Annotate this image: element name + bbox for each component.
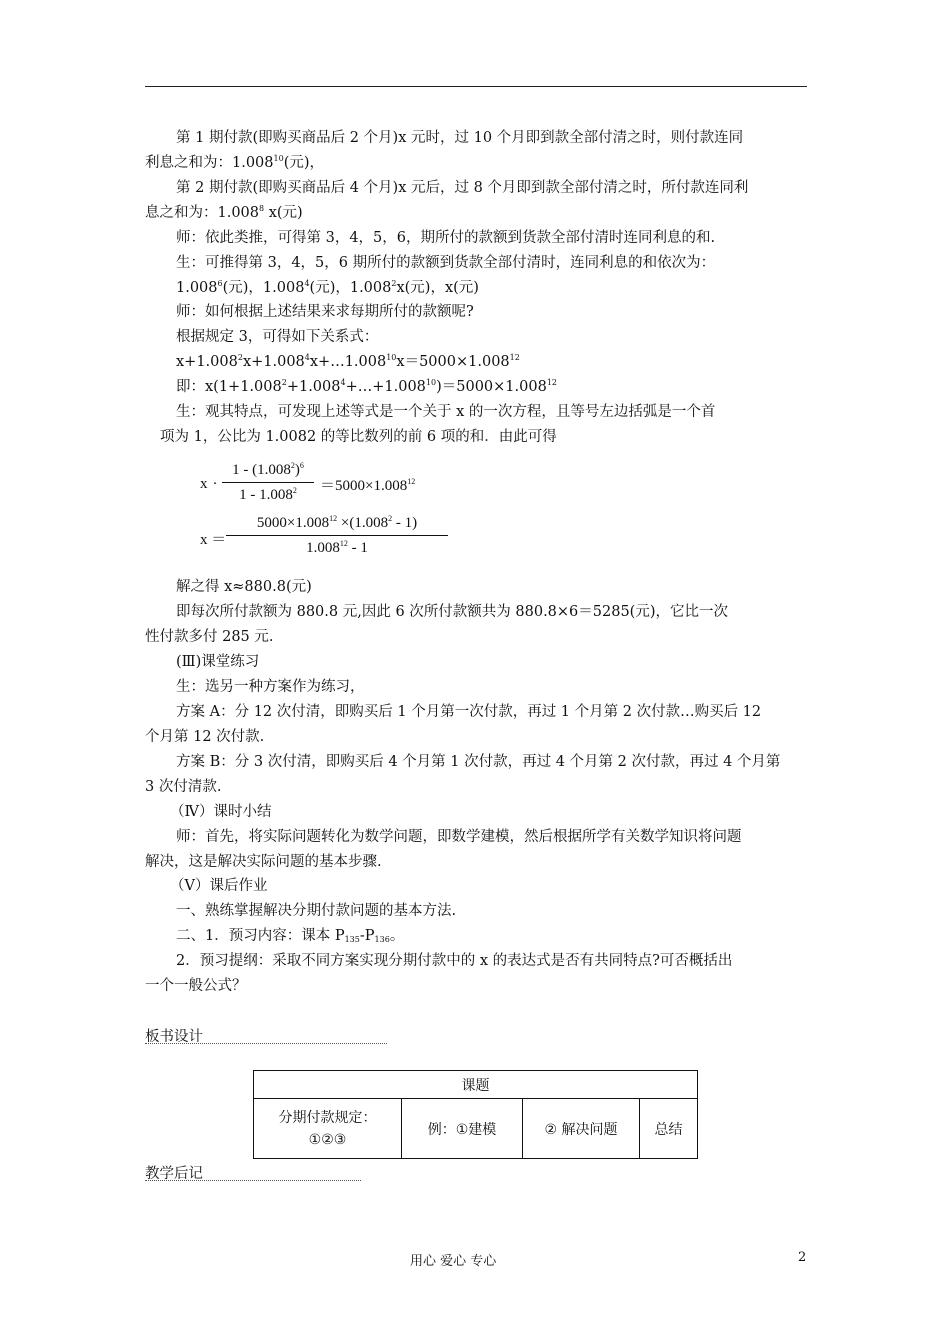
text-line: 方案 A：分 12 次付清，即购买后 1 个月第一次付款，再过 1 个月第 2 次付款…购买后 12 [176, 704, 762, 720]
board-cell-rules: 分期付款规定： ①②③ [254, 1099, 402, 1159]
fraction-denominator: 1 - 1.008$^2$ [239, 486, 297, 503]
board-design-table [253, 1070, 698, 1159]
page-number: 2 [798, 1250, 807, 1265]
text-line: 利息之和为：1.008$^{10}$(元)， [145, 154, 325, 171]
board-cell-solve: ② 解决问题 [523, 1099, 640, 1159]
text-line: 一、熟练掌握解决分期付款问题的基本方法. [176, 903, 457, 919]
text-line: 个月第 12 次付款. [145, 729, 265, 745]
heading-underline [145, 1043, 387, 1044]
text-line: 师：如何根据上述结果来求每期所付的款额呢? [176, 304, 474, 320]
text-line: 生：可推得第 3，4，5，6 期所付的款额到货款全部付清时，连同利息的和依次为： [176, 255, 716, 271]
board-cell-example: 例：①建模 [402, 1099, 523, 1159]
text-line: 性付款多付 285 元. [145, 629, 274, 645]
text-line: 2．预习提纲：采取不同方案实现分期付款中的 x 的表达式是否有共同特点?可否概括出 [176, 953, 733, 969]
section-heading: （Ⅴ）课后作业 [170, 878, 268, 894]
equation-line: $x+1.008^2x+1.008^4x+\dots 1.008^{10}x=5000\times 1.008^{12}$ [176, 353, 520, 370]
text-line: 1.008$^6$(元)，1.008$^4$(元)，1.008$^2$x(元)，x(元) [176, 279, 479, 296]
text-line: 3 次付清款. [145, 779, 222, 795]
text-line: 师：首先，将实际问题转化为数学问题，即数学建模，然后根据所学有关数学知识将问题 [176, 829, 742, 845]
text-line: 解决，这是解决实际问题的基本步骤. [145, 854, 382, 870]
formula-fraction [222, 458, 314, 507]
fraction-denominator: 1.008$^{12}$ - 1 [306, 539, 368, 556]
text-line: 一个一般公式？ [145, 978, 247, 994]
postscript-heading: 教学后记 [145, 1166, 203, 1182]
text-line: 项为 1，公比为 1.0082 的等比数列的前 6 项的和．由此可得 [160, 429, 557, 445]
text-line: 息之和为：1.008$^8$ x(元) [145, 204, 303, 221]
equation-line: 即：$x(1+1.008^2+1.008^4+\dots+1.008^{10})=5000\times 1.008^{12}$ [176, 378, 557, 395]
text-line: 第 2 期付款(即购买商品后 4 个月)x 元后，过 8 个月即到款全部付清之时，所付款连同利 [176, 180, 749, 196]
text-line: 即每次所付款额为 880.8 元,因此 6 次所付款额共为 880.8×6＝5285(元)，它比一次 [176, 604, 728, 620]
board-design-heading: 板书设计 [145, 1029, 203, 1045]
board-cell-summary: 总结 [640, 1099, 698, 1159]
text-line: 方案 B：分 3 次付清，即购买后 4 个月第 1 次付款，再过 4 个月第 2 次付款，再过 4 个月第 [176, 754, 781, 770]
text-line: 生：选另一种方案作为练习， [176, 679, 365, 695]
text-line: 二、1．预习内容：课本 $P_{135}-P_{136}$。 [176, 928, 405, 944]
text-line: 师：依此类推，可得第 3，4，5，6，期所付的款额到货款全部付清时连同利息的和. [176, 230, 716, 246]
header-rule [145, 86, 807, 87]
text-line: 第 1 期付款(即购买商品后 2 个月)x 元时，过 10 个月即到款全部付清之时，则付款连同 [176, 130, 744, 146]
text-line: 根据规定 3，可得如下关系式： [176, 329, 379, 345]
text-line: 生：观其特点，可发现上述等式是一个关于 x 的一次方程，且等号左边括弧是一个首 [176, 404, 716, 420]
formula-variable: x · [200, 476, 218, 492]
footer-motto: 用心 爱心 专心 [410, 1254, 497, 1269]
formula-lhs: x ＝ [200, 532, 227, 548]
fraction-numerator: $1 - (1.008^2)^6$ [232, 461, 304, 478]
section-heading: (Ⅲ)课堂练习 [176, 654, 260, 670]
formula-fraction [226, 511, 448, 560]
section-heading: （Ⅳ）课时小结 [170, 804, 272, 820]
fraction-numerator: $5000\times 1.008^{12} \times(1.008^2 - 1)$ [256, 514, 418, 531]
text-line: 解之得 x≈880.8(元) [176, 579, 312, 595]
board-title-cell: 课题 [254, 1071, 698, 1099]
heading-underline [145, 1180, 361, 1181]
formula-rhs: $=5000\times 1.008^{12}$ [320, 477, 416, 494]
